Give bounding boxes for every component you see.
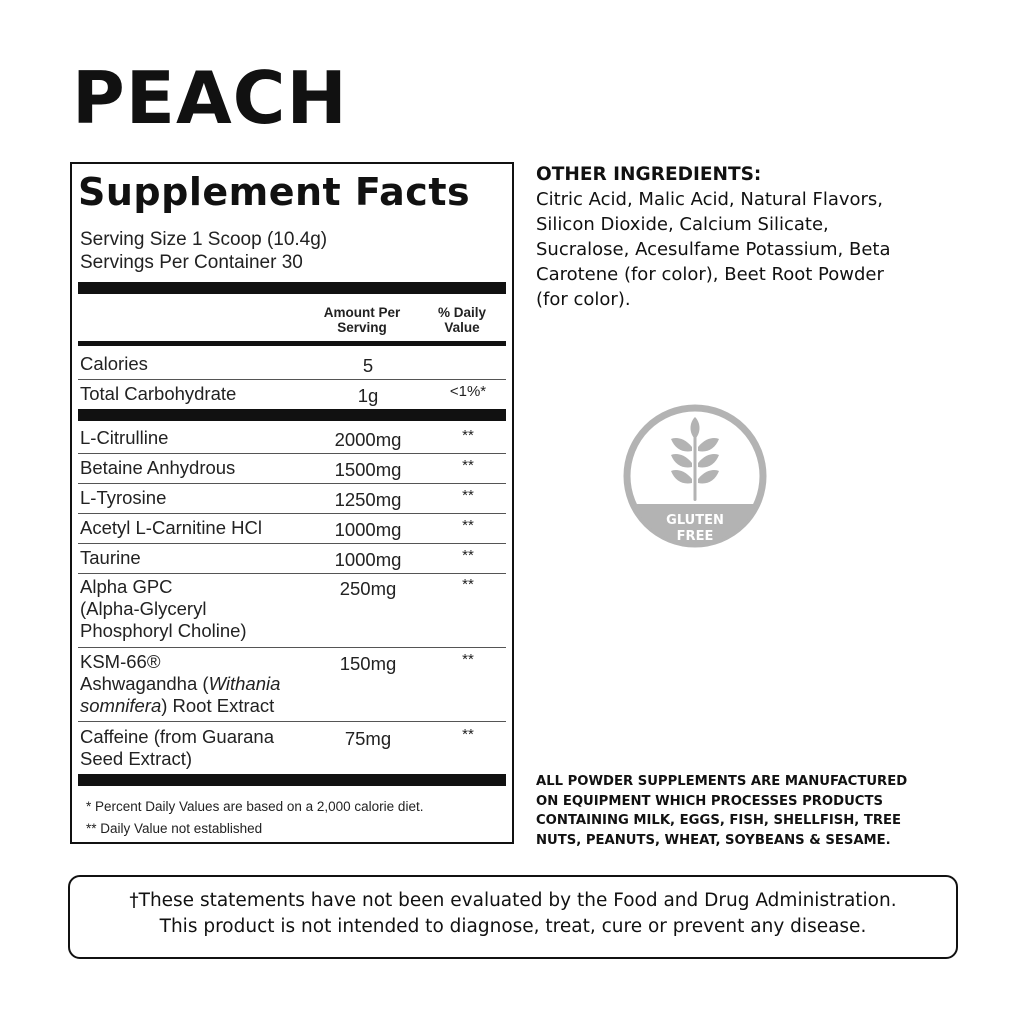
- other-ingredients-line: Carotene (for color), Beet Root Powder: [536, 264, 884, 285]
- other-ingredients-line: Sucralose, Acesulfame Potassium, Beta: [536, 239, 891, 260]
- row-divider: [78, 721, 506, 722]
- row-divider: [78, 573, 506, 574]
- ingredient-dv: **: [462, 517, 474, 534]
- flavor-title: PEACH: [72, 56, 348, 140]
- ingredient-name-line: Alpha GPC: [80, 576, 173, 597]
- thick-divider: [78, 282, 506, 294]
- medium-divider: [78, 341, 506, 346]
- nutrient-name: Calories: [80, 353, 148, 374]
- gluten-free-badge-graphic: [620, 401, 770, 551]
- allergen-line: CONTAINING MILK, EGGS, FISH, SHELLFISH, TREE: [536, 813, 902, 828]
- fda-disclaimer: [68, 875, 958, 959]
- other-ingredients: [536, 162, 956, 312]
- ingredient-dv: **: [462, 547, 474, 564]
- ingredient-amount: 250mg: [339, 578, 397, 599]
- ingredient-dv: **: [462, 651, 474, 668]
- table-row: [78, 427, 506, 453]
- allergen-line: NUTS, PEANUTS, WHEAT, SOYBEANS & SESAME.: [536, 832, 891, 848]
- table-row: [78, 651, 506, 721]
- ingredient-name: L-Citrulline: [80, 427, 169, 448]
- latin-name: Withania: [208, 673, 281, 694]
- row-divider: [78, 513, 506, 514]
- nutrient-amount: 5: [362, 355, 374, 376]
- ingredient-name: Taurine: [80, 547, 141, 568]
- ingredient-amount: 1000mg: [334, 549, 402, 570]
- table-row: [78, 576, 506, 646]
- table-row: [78, 383, 506, 409]
- ingredient-name: [80, 651, 280, 717]
- ingredient-name-line: Seed Extract): [80, 748, 193, 769]
- serving-info: [80, 228, 327, 274]
- nutrient-dv: <1%*: [449, 383, 487, 400]
- other-ingredients-line: (for color).: [536, 289, 631, 310]
- ingredient-name: [80, 576, 247, 642]
- ingredient-name-line: (Alpha-Glyceryl: [80, 598, 207, 619]
- disclaimer-line1: †These statements have not been evaluated by the Food and Drug Administration.: [129, 890, 897, 911]
- ingredient-dv: **: [462, 427, 474, 444]
- allergen-statement: [536, 772, 956, 850]
- nutrient-name: Total Carbohydrate: [80, 383, 237, 404]
- table-row: [78, 457, 506, 483]
- ingredient-name: [80, 726, 274, 770]
- table-row: [78, 487, 506, 513]
- row-divider: [78, 483, 506, 484]
- other-ingredients-line: Silicon Dioxide, Calcium Silicate,: [536, 214, 829, 235]
- supplement-facts-title: Supplement Facts: [78, 170, 471, 214]
- ingredient-name-line: KSM-66®: [80, 651, 161, 672]
- ingredient-amount: 1250mg: [334, 489, 402, 510]
- latin-name: somnifera: [80, 695, 162, 716]
- row-divider: [78, 543, 506, 544]
- ingredient-dv: **: [462, 487, 474, 504]
- dv-header-line1: % Daily: [437, 305, 487, 320]
- amount-header-line1: Amount Per: [323, 305, 401, 320]
- ingredient-name: Betaine Anhydrous: [80, 457, 236, 478]
- table-row: [78, 547, 506, 573]
- ingredient-name-line: Phosphoryl Choline): [80, 620, 247, 641]
- nutrient-amount: 1g: [357, 385, 379, 406]
- dv-header-line2: Value: [444, 320, 480, 335]
- table-row: [78, 353, 506, 379]
- table-row: [78, 517, 506, 543]
- badge-line2: FREE: [676, 529, 714, 544]
- thick-divider: [78, 409, 506, 421]
- ingredient-name-line: [80, 695, 280, 717]
- badge-line1: GLUTEN: [666, 513, 724, 528]
- ingredient-name: Acetyl L-Carnitine HCl: [80, 517, 262, 538]
- ingredient-amount: 1000mg: [334, 519, 402, 540]
- ingredient-name: L-Tyrosine: [80, 487, 167, 508]
- other-ingredients-heading: OTHER INGREDIENTS:: [536, 164, 762, 185]
- ingredient-amount: 1500mg: [334, 459, 402, 480]
- allergen-line: ON EQUIPMENT WHICH PROCESSES PRODUCTS: [536, 793, 883, 809]
- row-divider: [78, 647, 506, 648]
- ingredient-name-line: Caffeine (from Guarana: [80, 726, 275, 747]
- ingredient-name-line: [80, 673, 280, 695]
- footnote-dv-not-established: ** Daily Value not established: [86, 821, 263, 836]
- table-row: [78, 726, 506, 772]
- other-ingredients-line: Citric Acid, Malic Acid, Natural Flavors,: [536, 189, 884, 210]
- gluten-free-badge: [620, 401, 770, 551]
- footnote-percent-dv: * Percent Daily Values are based on a 2,000 calorie diet.: [86, 799, 424, 814]
- thick-divider: [78, 774, 506, 786]
- supplement-facts-panel: [70, 162, 514, 844]
- ingredient-amount: 150mg: [339, 653, 397, 674]
- ingredient-dv: **: [462, 576, 474, 593]
- ingredient-dv: **: [462, 726, 474, 743]
- disclaimer-line2: This product is not intended to diagnose, treat, cure or prevent any disease.: [159, 916, 867, 937]
- row-divider: [78, 379, 506, 380]
- serving-size: Serving Size 1 Scoop (10.4g): [80, 229, 328, 250]
- allergen-line: ALL POWDER SUPPLEMENTS ARE MANUFACTURED: [536, 774, 908, 789]
- amount-header-line2: Serving: [337, 320, 387, 335]
- ingredient-amount: 2000mg: [334, 429, 402, 450]
- ingredient-dv: **: [462, 457, 474, 474]
- name-part: ) Root Extract: [161, 695, 275, 716]
- name-part: Ashwagandha (: [80, 673, 209, 694]
- amount-per-serving-header: [312, 305, 412, 335]
- servings-per-container: Servings Per Container 30: [80, 252, 303, 273]
- ingredient-amount: 75mg: [344, 728, 392, 749]
- row-divider: [78, 453, 506, 454]
- daily-value-header: [427, 305, 497, 335]
